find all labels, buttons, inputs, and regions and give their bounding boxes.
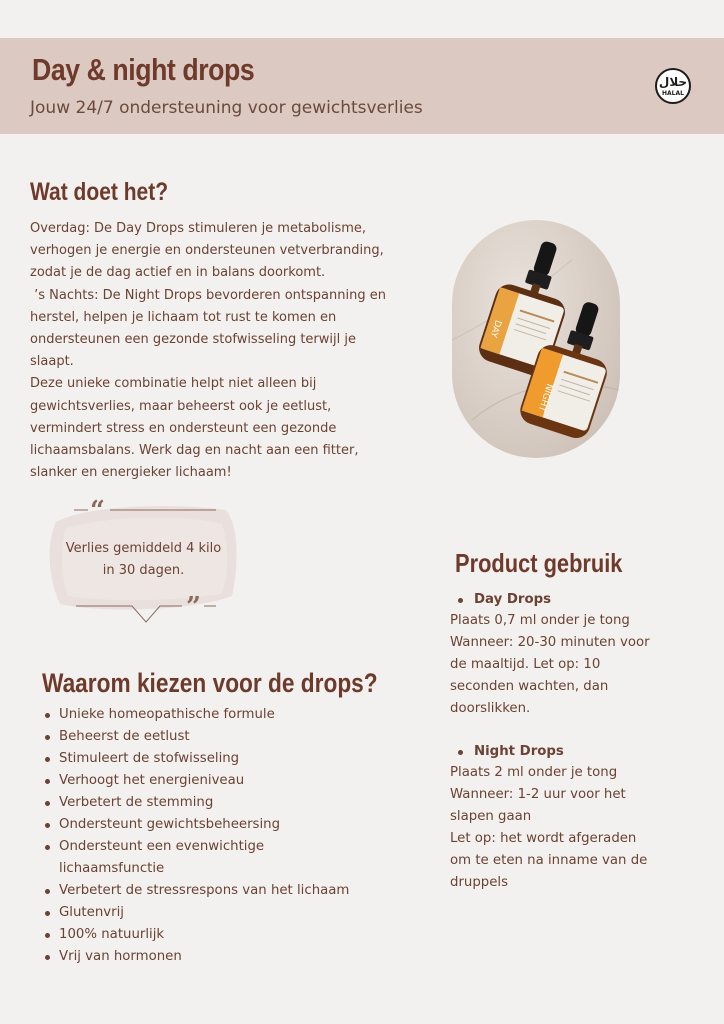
list-item bbox=[44, 836, 424, 880]
usage-instructions bbox=[450, 590, 680, 894]
list-item: Unieke homeopathische formule bbox=[44, 704, 424, 726]
header-banner bbox=[0, 38, 724, 134]
usage-line: Let op: het wordt afgeraden bbox=[450, 831, 637, 846]
description-line: Overdag: De Day Drops stimuleren je metabolisme, bbox=[30, 221, 367, 236]
usage-line: Plaats 0,7 ml onder je tong bbox=[450, 613, 630, 628]
section-title-why: Waarom kiezen voor de drops? bbox=[42, 668, 378, 698]
quote-callout bbox=[46, 498, 241, 628]
list-item: Ondersteunt gewichtsbeheersing bbox=[44, 814, 424, 836]
description-line: ’s Nachts: De Night Drops bevorderen ontspanning en bbox=[30, 287, 386, 303]
usage-line: seconden wachten, dan bbox=[450, 679, 609, 694]
usage-line: druppels bbox=[450, 875, 509, 890]
description-line: vermindert stress en ondersteunt een gezonde bbox=[30, 420, 337, 436]
open-quote-icon: “ bbox=[90, 496, 105, 526]
description-line: ondersteunen een gezonde stofwisseling terwijl je bbox=[30, 332, 356, 348]
page-subtitle: Jouw 24/7 ondersteuning voor gewichtsverlies bbox=[30, 98, 423, 118]
description-line: Deze unieke combinatie helpt niet alleen bij bbox=[30, 376, 317, 392]
halal-icon bbox=[655, 68, 691, 104]
list-item: Verbetert de stressrespons van het lichaam bbox=[44, 880, 424, 902]
description-line: herstel, helpen je lichaam tot rust te komen en bbox=[30, 309, 337, 325]
halal-label: HALAL bbox=[662, 90, 684, 97]
description-line: gewichtsverlies, maar beheerst ook je eetlust, bbox=[30, 398, 332, 414]
close-quote-icon: ” bbox=[186, 592, 201, 622]
section-title-what: Wat doet het? bbox=[30, 178, 169, 206]
list-item-continuation: lichaamsfunctie bbox=[59, 861, 165, 876]
usage-line: om te eten na inname van de bbox=[450, 853, 648, 868]
list-item: Verhoogt het energieniveau bbox=[44, 770, 424, 792]
spacer bbox=[450, 720, 680, 742]
list-item: Verbetert de stemming bbox=[44, 792, 424, 814]
what-description bbox=[30, 218, 430, 484]
list-item: 100% natuurlijk bbox=[44, 924, 424, 946]
description-line: slaapt. bbox=[30, 354, 74, 370]
product-image bbox=[452, 220, 620, 458]
quote-line: Verlies gemiddeld 4 kilo bbox=[65, 541, 222, 556]
product-bottles-illustration bbox=[452, 220, 620, 458]
usage-line: Wanneer: 1-2 uur voor het bbox=[450, 787, 626, 802]
quote-line: in 30 dagen. bbox=[102, 563, 185, 578]
usage-line: de maaltijd. Let op: 10 bbox=[450, 657, 601, 672]
description-line: verhogen je energie en ondersteunen vetverbranding, bbox=[30, 243, 384, 259]
usage-line: Plaats 2 ml onder je tong bbox=[450, 765, 618, 780]
list-item: Beheerst de eetlust bbox=[44, 726, 424, 748]
day-bottle-label: DAY bbox=[487, 318, 503, 339]
section-title-usage: Product gebruik bbox=[455, 548, 623, 578]
description-line: zodat je de dag actief en in balans doorkomt. bbox=[30, 265, 326, 281]
list-item-text: Ondersteunt een evenwichtige bbox=[59, 839, 265, 854]
night-drops-heading: Night Drops bbox=[450, 742, 680, 762]
halal-arabic-text: حلال bbox=[658, 75, 688, 89]
list-item: Glutenvrij bbox=[44, 902, 424, 924]
quote-text bbox=[46, 538, 241, 582]
page-title: Day & night drops bbox=[32, 52, 255, 87]
description-line: lichaamsbalans. Werk dag en nacht aan een fitter, bbox=[30, 443, 359, 459]
usage-line: Wanneer: 20-30 minuten voor bbox=[450, 635, 650, 650]
list-item: Stimuleert de stofwisseling bbox=[44, 748, 424, 770]
benefits-list bbox=[44, 704, 424, 968]
usage-line: slapen gaan bbox=[450, 809, 532, 824]
usage-line: doorslikken. bbox=[450, 701, 531, 716]
night-bottle-label: NIGHT bbox=[535, 382, 555, 413]
day-drops-heading: Day Drops bbox=[450, 590, 680, 610]
description-line: slanker en energieker lichaam! bbox=[30, 465, 232, 481]
list-item: Vrij van hormonen bbox=[44, 946, 424, 968]
